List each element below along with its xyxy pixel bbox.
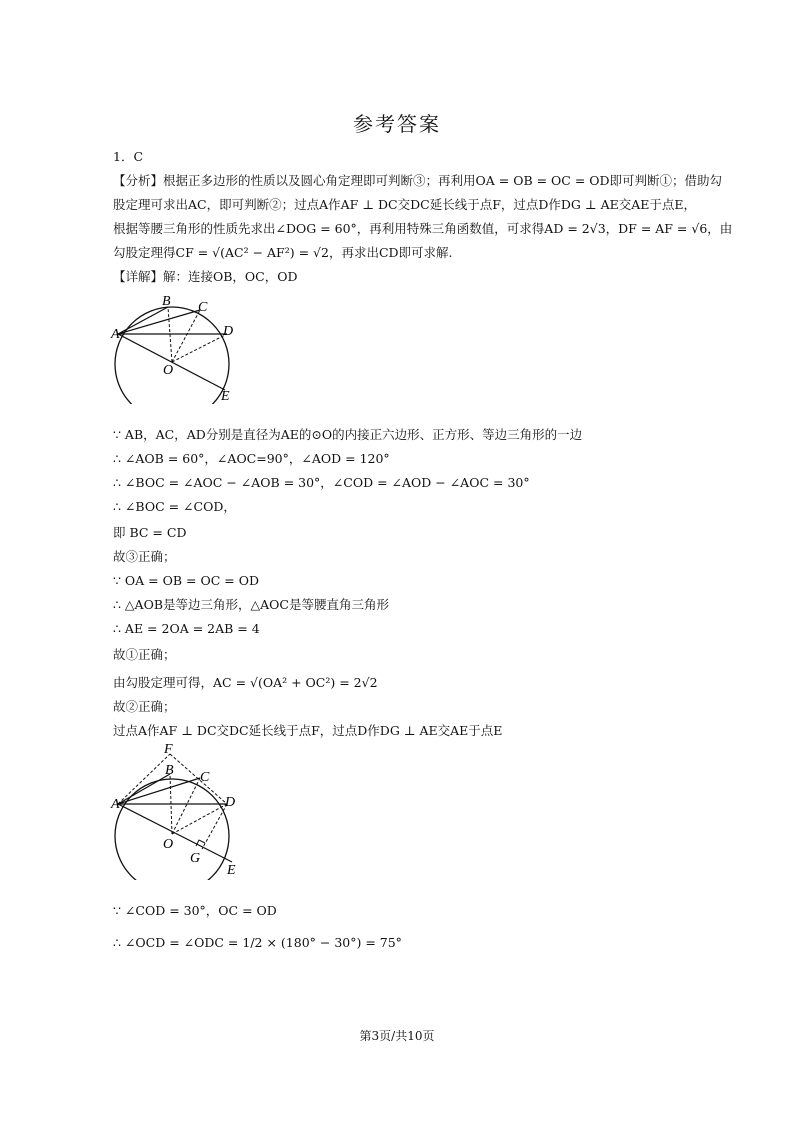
chord-ab <box>118 307 168 334</box>
angle-line-3: ∴ ∠BOC = ∠COD， <box>113 499 236 514</box>
diameter-length: ∴ AE = 2OA = 2AB = 4 <box>113 621 260 636</box>
label-g: G <box>190 851 201 866</box>
analysis-line-2: 股定理可求出AC，即可判断②；过点A作AF ⊥ DC交DC延长线于点F，过点D作DG ⊥ AE交AE于点E， <box>113 197 697 212</box>
triangle-types: ∴ △AOB是等边三角形，△AOC是等腰直角三角形 <box>113 597 389 612</box>
angle-line-1: ∴ ∠AOB = 60°，∠AOC=90°，∠AOD = 120° <box>113 451 390 466</box>
circle-o <box>115 779 229 880</box>
radius-oc <box>172 310 200 362</box>
pythagoras-ac: 由勾股定理可得，AC = √(OA² + OC²) = 2√2 <box>113 675 378 690</box>
page-title: 参考答案 <box>353 112 441 136</box>
label-a: A <box>111 327 120 342</box>
conclusion-2: 故②正确； <box>113 699 176 714</box>
detail-heading: 【详解】解：连接OB，OC，OD <box>113 269 298 284</box>
label-o: O <box>163 837 174 852</box>
page-footer: 第3页/共10页 <box>359 1029 435 1043</box>
diameter-ae <box>118 804 232 862</box>
construction-line: 过点A作AF ⊥ DC交DC延长线于点F，过点D作DG ⊥ AE交AE于点E <box>113 723 503 738</box>
label-c: C <box>198 300 208 315</box>
arc-equality: 即 BC = CD <box>113 525 187 540</box>
label-e: E <box>221 389 230 404</box>
radius-od <box>172 334 227 362</box>
radius-oc <box>172 778 200 834</box>
label-d: D <box>223 324 234 339</box>
circle-figure-2 <box>110 744 260 880</box>
given-statement: ∵ AB，AC，AD分别是直径为AE的⊙O的内接正六边形、正方形、等边三角形的一边 <box>113 427 583 442</box>
label-d: D <box>225 795 236 810</box>
label-b: B <box>165 763 174 778</box>
analysis-line-1: 【分析】根据正多边形的性质以及圆心角定理即可判断③；再利用OA = OB = OC = OD即可判断①；借助勾 <box>113 173 723 188</box>
analysis-line-3: 根据等腰三角形的性质先求出∠DOG = 60°，再利用特殊三角函数值，可求得AD = 2√3，DF = AF = √6，由 <box>113 221 733 236</box>
segment-dg <box>202 804 227 849</box>
angle-line-2: ∴ ∠BOC = ∠AOC − ∠AOB = 30°，∠COD = ∠AOD − ∠AOC = 30° <box>113 475 530 490</box>
angle-ocd-result: ∴ ∠OCD = ∠ODC = 1/2 × (180° − 30°) = 75° <box>113 935 402 950</box>
label-f: F <box>164 744 173 757</box>
label-a: A <box>111 797 120 812</box>
analysis-line-4: 勾股定理得CF = √(AC² − AF²) = √2，再求出CD即可求解. <box>113 245 453 260</box>
radius-equality: ∵ OA = OB = OC = OD <box>113 573 259 588</box>
given-angle-cod: ∵ ∠COD = 30°，OC = OD <box>113 903 277 918</box>
label-c: C <box>200 770 210 785</box>
label-e: E <box>227 863 236 878</box>
chord-ac <box>118 310 200 334</box>
chord-ac <box>118 778 200 804</box>
conclusion-1: 故①正确； <box>113 647 176 662</box>
conclusion-3: 故③正确； <box>113 549 176 564</box>
label-b: B <box>162 294 171 309</box>
question-number: 1．C <box>113 149 144 164</box>
circle-figure-1 <box>110 292 260 404</box>
label-o: O <box>163 363 174 378</box>
